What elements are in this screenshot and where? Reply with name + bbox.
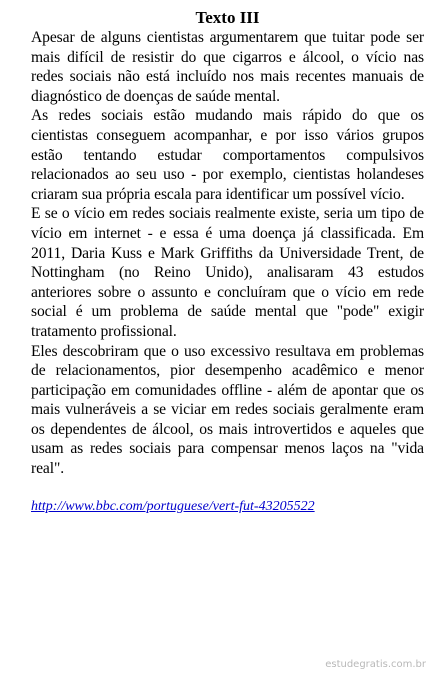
watermark: estudegratis.com.br <box>325 659 426 670</box>
paragraph-3: E se o vício em redes sociais realmente existe, seria um tipo de vício em internet - e essa é uma doença já classificada. Em 2011, Daria Kuss e Mark Griffiths da Universidade Trent, de Nottingham (no Reino Unido), analisaram 43 estudos anteriores sobre o assunto e concluíram que o vício em rede social é um problema de saúde mental que "pode" exigir tratamento profissional. <box>31 205 424 340</box>
paragraph-4: Eles descobriram que o uso excessivo resultava em problemas de relacionamentos, pior desempenho acadêmico e menor participação em comunidades offline - além de apontar que os mais vulneráveis a se viciar em redes sociais geralmente eram os dependentes de álcool, os mais introvertidos e aqueles que usam as redes sociais para compensar menos laços na "vida real". <box>31 342 424 478</box>
document <box>31 8 424 515</box>
source-link[interactable]: http://www.bbc.com/portuguese/vert-fut-43205522 <box>31 498 315 514</box>
paragraph-2: As redes sociais estão mudando mais rápido do que os cientistas conseguem acompanhar, e por isso vários grupos estão tentando estudar comportamentos compulsivos relacionados ao seu uso - por exemplo, cientistas holandeses criaram sua própria escala para identificar um possível vício. <box>31 107 424 203</box>
document-title: Texto III <box>195 8 260 27</box>
paragraph-1: Apesar de alguns cientistas argumentarem que tuitar pode ser mais difícil de resistir do que cigarros e álcool, o vício nas redes sociais não está incluído nos mais recentes manuais de diagnóstico de doenças de saúde mental. <box>31 29 424 105</box>
source-container <box>31 497 424 515</box>
